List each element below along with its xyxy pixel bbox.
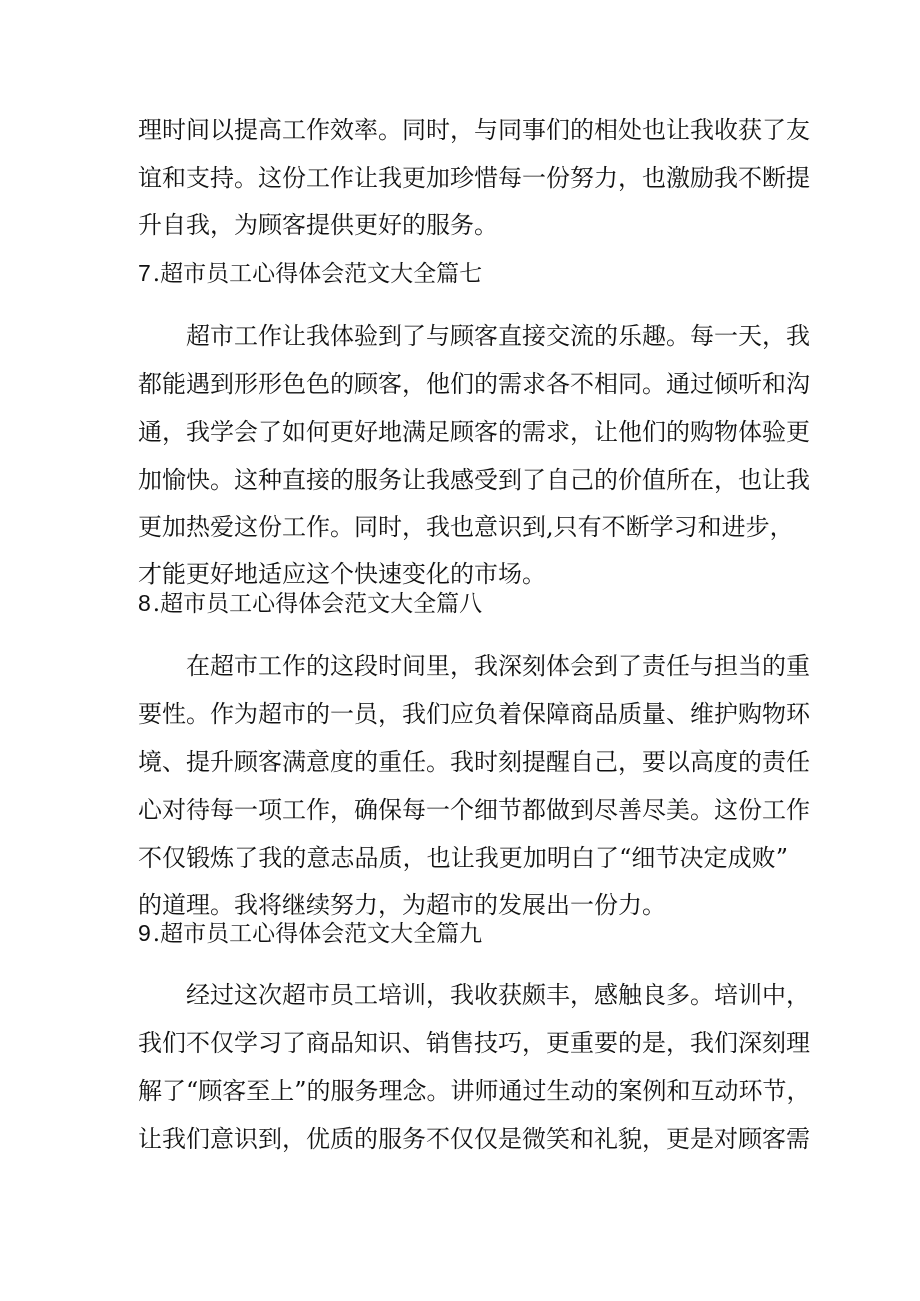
paragraph-line: 谊和支持。这份工作让我更加珍惜每一份努力，也激励我不断提 — [138, 164, 810, 192]
paragraph-line: 境、提升顾客满意度的重任。我时刻提醒自己，要以高度的责任 — [138, 748, 810, 776]
paragraph-line: 通，我学会了如何更好地满足顾客的需求，让他们的购物体验更 — [138, 418, 810, 446]
section-heading — [138, 585, 482, 622]
paragraph-line: 解了“顾客至上”的服务理念。讲师通过生动的案例和互动环节， — [138, 1077, 811, 1105]
section-number: 7 — [138, 260, 153, 286]
paragraph-line: 加愉快。这种直接的服务让我感受到了自己的价值所在，也让我 — [138, 466, 810, 494]
paragraph-line: 心对待每一项工作，确保每一个细节都做到尽善尽美。这份工作 — [138, 796, 810, 824]
paragraph-line: 不仅锻炼了我的意志品质，也让我更加明白了“细节决定成败” — [138, 844, 788, 872]
paragraph-line: 在超市工作的这段时间里，我深刻体会到了责任与担当的重 — [186, 652, 810, 680]
section-heading — [138, 255, 482, 292]
paragraph-line: 让我们意识到，优质的服务不仅仅是微笑和礼貌，更是对顾客需 — [138, 1125, 810, 1153]
paragraph-line: 的道理。我将继续努力，为超市的发展出一份力。 — [138, 891, 666, 919]
paragraph-line: 才能更好地适应这个快速变化的市场。 — [138, 560, 546, 588]
section-title: .超市员工心得体会范文大全篇七 — [152, 261, 483, 287]
paragraph-line: 经过这次超市员工培训，我收获颇丰，感触良多。培训中， — [186, 981, 810, 1009]
section-number: 8 — [138, 590, 153, 616]
paragraph-line: 理时间以提高工作效率。同时，与同事们的相处也让我收获了友 — [138, 116, 810, 144]
section-number: 9 — [138, 920, 153, 946]
section-heading — [138, 915, 482, 952]
paragraph-line: 超市工作让我体验到了与顾客直接交流的乐趣。每一天，我 — [186, 322, 810, 350]
paragraph-line: 要性。作为超市的一员，我们应负着保障商品质量、维护购物环 — [138, 700, 810, 728]
paragraph-line: 升自我，为顾客提供更好的服务。 — [138, 211, 498, 239]
section-title: .超市员工心得体会范文大全篇九 — [152, 921, 483, 947]
paragraph-line: 都能遇到形形色色的顾客，他们的需求各不相同。通过倾听和沟 — [138, 370, 810, 398]
paragraph-line: 更加热爱这份工作。同时，我也意识到,只有不断学习和进步， — [138, 513, 794, 541]
paragraph-line: 我们不仅学习了商品知识、销售技巧，更重要的是，我们深刻理 — [138, 1029, 810, 1057]
section-title: .超市员工心得体会范文大全篇八 — [152, 591, 483, 617]
